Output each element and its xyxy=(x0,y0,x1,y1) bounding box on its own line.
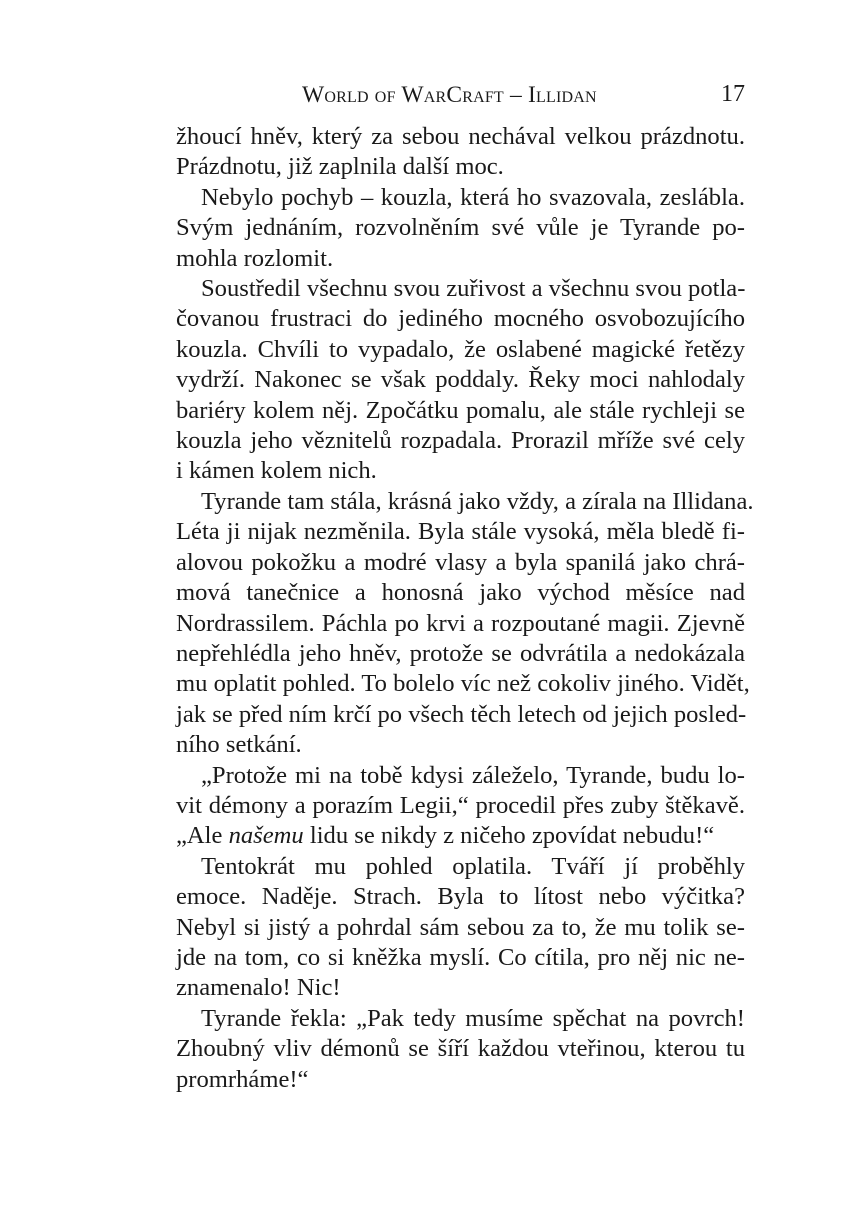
text-line: Tentokrát mu pohled oplatila. Tváří jí proběhly xyxy=(201,852,745,880)
paragraph xyxy=(176,122,745,183)
text-line: bariéry kolem něj. Zpočátku pomalu, ale stále rychleji se xyxy=(176,396,745,424)
paragraph xyxy=(176,761,745,852)
text-line: jde na tom, co si kněžka myslí. Co cítila, pro něj nic ne- xyxy=(176,943,745,971)
text-line: Tyrande řekla: „Pak tedy musíme spěchat na povrch! xyxy=(201,1004,745,1032)
text-line-with-emphasis xyxy=(176,821,745,851)
text-line: Zhoubný vliv démonů se šíří každou vteřinou, kterou tu xyxy=(176,1035,745,1063)
emphasized-word: našemu xyxy=(228,822,304,850)
paragraph xyxy=(176,183,745,274)
text-line: kouzla jeho věznitelů rozpadala. Prorazil mříže své cely xyxy=(176,427,745,455)
text-line: promrháme!“ xyxy=(176,1065,309,1093)
text-line: emoce. Naděje. Strach. Byla to lítost nebo výčitka? xyxy=(176,883,745,911)
text-line: mohla rozlomit. xyxy=(176,244,334,272)
text-line: nepřehlédla jeho hněv, protože se odvrátila a nedokázala xyxy=(176,639,745,667)
text-line: žhoucí hněv, který za sebou nechával velkou prázdnotu. xyxy=(176,123,745,150)
text-line: znamenalo! Nic! xyxy=(176,974,341,1002)
running-header xyxy=(176,78,745,114)
text-line: Nebylo pochyb – kouzla, která ho svazovala, zeslábla. xyxy=(201,183,745,211)
paragraph xyxy=(176,1004,745,1095)
text-line: mu oplatit pohled. To bolelo víc než cokoliv jiného. Vidět, xyxy=(176,670,750,698)
text-line: ního setkání. xyxy=(176,731,302,759)
text-fragment: lidu se nikdy z ničeho zpovídat nebudu!“ xyxy=(303,822,715,850)
text-line: Soustředil všechnu svou zuřivost a všechnu svou potla- xyxy=(201,275,746,303)
text-fragment: „Ale xyxy=(176,822,229,850)
running-header-title: World of WarCraft – Illidan xyxy=(302,82,597,108)
text-line: Prázdnotu, již zaplnila další moc. xyxy=(176,153,504,181)
text-line: „Protože mi na tobě kdysi záleželo, Tyrande, budu lo- xyxy=(201,761,745,789)
text-line: jak se před ním krčí po všech těch letech od jejich posled- xyxy=(176,700,747,728)
text-line: Léta ji nijak nezměnila. Byla stále vysoká, měla bledě fi- xyxy=(176,518,745,546)
paragraph xyxy=(176,487,754,761)
text-line: mová tanečnice a honosná jako východ měsíce nad xyxy=(176,579,745,607)
text-line: čovanou frustraci do jediného mocného osvobozujícího xyxy=(176,305,745,333)
body-text xyxy=(176,122,754,1095)
page-number: 17 xyxy=(721,81,745,107)
text-line: vydrží. Nakonec se však poddaly. Řeky moci nahlodaly xyxy=(176,366,745,394)
text-line: Nordrassilem. Páchla po krvi a rozpoutané magii. Zjevně xyxy=(176,609,745,637)
text-line: kouzla. Chvíli to vypadalo, že oslabené magické řetězy xyxy=(176,335,745,363)
paragraph xyxy=(176,852,745,1004)
text-line: vit démony a porazím Legii,“ procedil přes zuby štěkavě. xyxy=(176,791,745,819)
text-line: Nebyl si jistý a pohrdal sám sebou za to, že mu tolik se- xyxy=(176,913,745,941)
text-line: i kámen kolem nich. xyxy=(176,457,377,485)
text-line: alovou pokožku a modré vlasy a byla spanilá jako chrá- xyxy=(176,548,745,576)
paragraph xyxy=(176,274,745,487)
text-line: Tyrande tam stála, krásná jako vždy, a zírala na Illidana. xyxy=(201,487,754,515)
text-line: Svým jednáním, rozvolněním své vůle je Tyrande po- xyxy=(176,214,745,242)
